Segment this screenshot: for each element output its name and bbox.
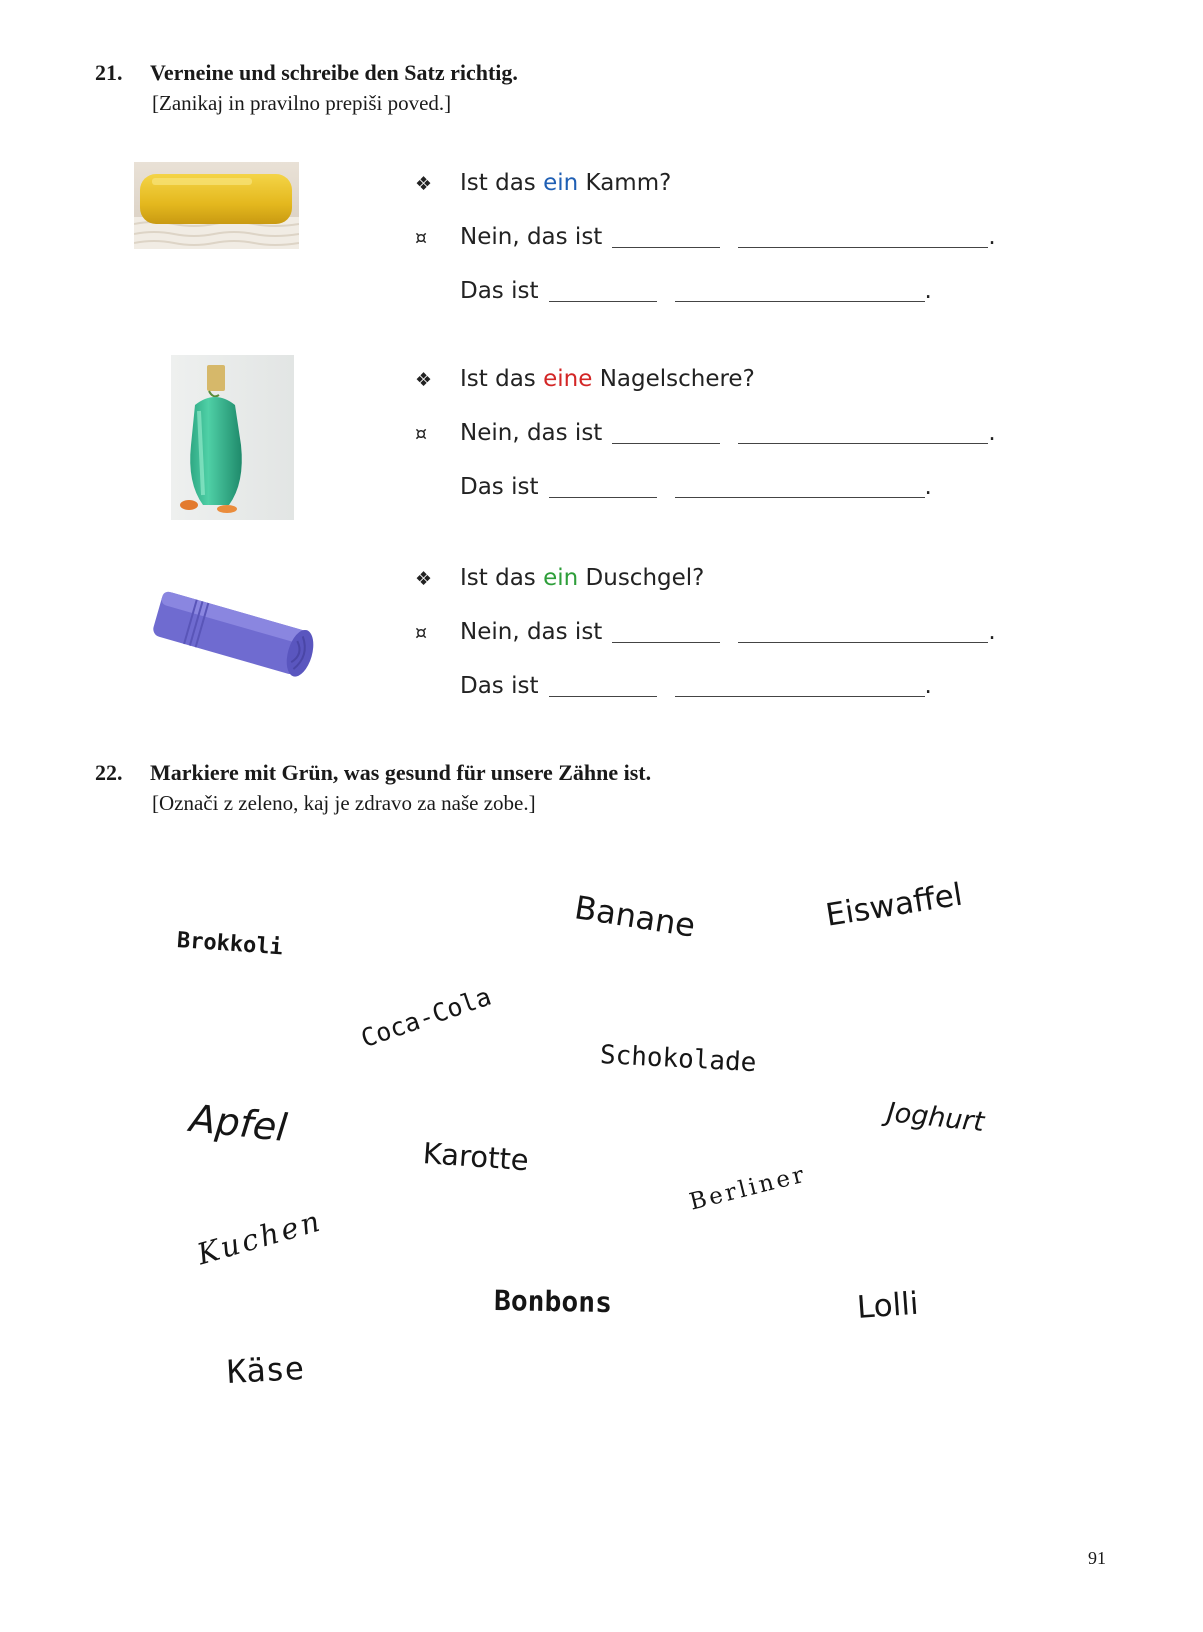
answer-line-1a: ¤ Nein, das ist . <box>415 224 996 250</box>
answer-blank-noun[interactable] <box>675 674 925 697</box>
article-word: ein <box>543 170 579 196</box>
word-joghurt[interactable]: Joghurt <box>885 1097 986 1139</box>
currency-bullet-icon: ¤ <box>415 423 428 445</box>
currency-bullet-icon: ¤ <box>415 227 428 249</box>
word-eiswaffel[interactable]: Eiswaffel <box>823 876 965 934</box>
answer-blank-article[interactable] <box>549 279 657 302</box>
page-number: 91 <box>1088 1548 1106 1568</box>
answer-blank-article[interactable] <box>549 674 657 697</box>
diamond-bullet-icon: ❖ <box>415 568 433 590</box>
word-kaese[interactable]: Käse <box>226 1348 305 1391</box>
answer-blank-article[interactable] <box>612 225 720 248</box>
word-apfel[interactable]: Apfel <box>187 1096 290 1151</box>
answer-blank-noun[interactable] <box>738 421 988 444</box>
exercise-21-heading <box>95 60 518 86</box>
answer-line-1b: Das ist . <box>460 278 932 304</box>
word-karotte[interactable]: Karotte <box>421 1136 530 1178</box>
article-word: eine <box>543 366 593 392</box>
shower-gel-image <box>171 355 294 520</box>
word-coca-cola[interactable]: Coca-Cola <box>357 981 495 1054</box>
answer-line-2a: ¤ Nein, das ist . <box>415 420 996 446</box>
answer-line-3b: Das ist . <box>460 673 932 699</box>
answer-blank-noun[interactable] <box>738 620 988 643</box>
towel-image <box>145 585 320 680</box>
answer-blank-article[interactable] <box>549 475 657 498</box>
question-line-3: ❖ Ist das ein Duschgel? <box>415 565 705 591</box>
currency-bullet-icon: ¤ <box>415 622 428 644</box>
exercise-22-heading <box>95 760 651 786</box>
word-kuchen[interactable]: Kuchen <box>193 1203 327 1272</box>
soap-image <box>134 162 299 249</box>
exercise-22-translation: [Označi z zeleno, kaj je zdravo za naše zobe.] <box>152 791 536 815</box>
diamond-bullet-icon: ❖ <box>415 173 433 195</box>
answer-blank-noun[interactable] <box>738 225 988 248</box>
answer-blank-noun[interactable] <box>675 475 925 498</box>
question-line-2: ❖ Ist das eine Nagelschere? <box>415 366 755 392</box>
word-banane[interactable]: Banane <box>572 888 698 945</box>
question-line-1: ❖ Ist das ein Kamm? <box>415 170 672 196</box>
answer-line-2b: Das ist . <box>460 474 932 500</box>
word-berliner[interactable]: Berliner <box>686 1161 810 1216</box>
answer-blank-article[interactable] <box>612 620 720 643</box>
exercise-21-translation: [Zanikaj in pravilno prepiši poved.] <box>152 91 452 115</box>
exercise-instruction: Markiere mit Grün, was gesund für unsere Zähne ist. <box>150 760 652 785</box>
word-schokolade[interactable]: Schokolade <box>599 1040 758 1079</box>
word-brokkoli[interactable]: Brokkoli <box>176 928 284 961</box>
exercise-instruction: Verneine und schreibe den Satz richtig. <box>150 60 518 85</box>
exercise-number: 21. <box>95 60 123 85</box>
diamond-bullet-icon: ❖ <box>415 369 433 391</box>
word-lolli[interactable]: Lolli <box>855 1285 920 1326</box>
article-word: ein <box>543 565 579 591</box>
exercise-number: 22. <box>95 760 123 785</box>
word-bonbons[interactable]: Bonbons <box>493 1284 613 1320</box>
answer-blank-noun[interactable] <box>675 279 925 302</box>
answer-blank-article[interactable] <box>612 421 720 444</box>
answer-line-3a: ¤ Nein, das ist . <box>415 619 996 645</box>
